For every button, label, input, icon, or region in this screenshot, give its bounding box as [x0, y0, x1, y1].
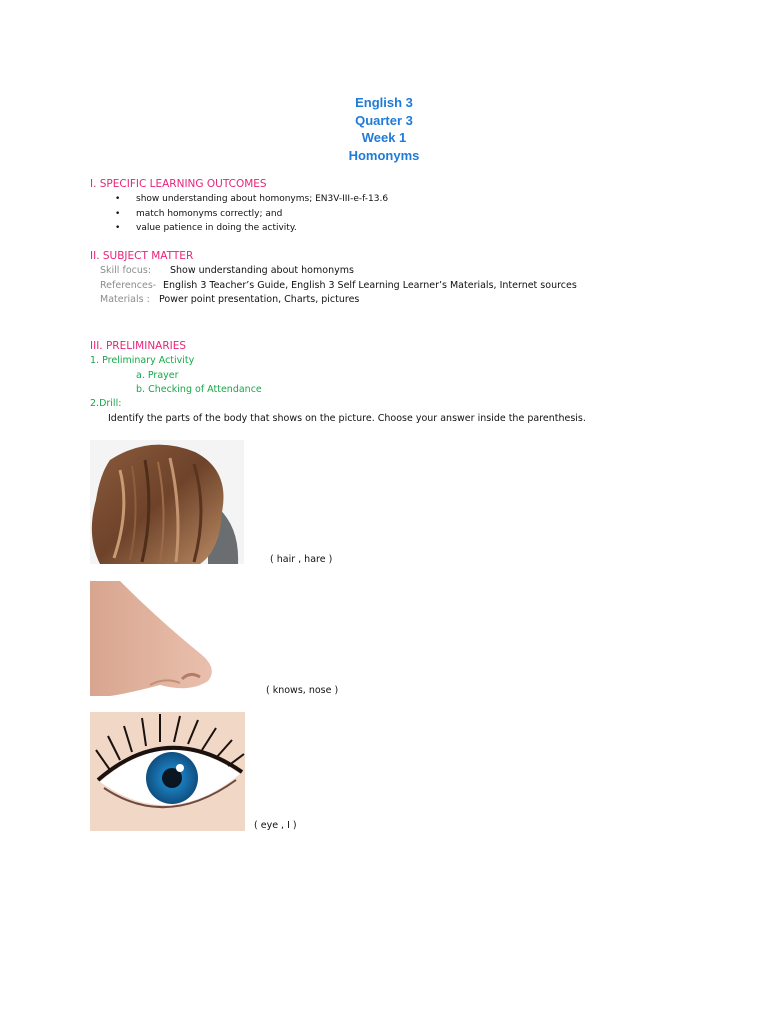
bullet-icon: •: [115, 223, 121, 233]
materials-label: Materials :: [100, 294, 150, 305]
drill-instruction: Identify the parts of the body that shows on the picture. Choose your answer inside the parenthesis.: [108, 413, 586, 424]
outcome-item: show understanding about homonyms; EN3V-III-e-f-13.6: [136, 194, 389, 204]
answer-choices-nose: ( knows, nose ): [266, 685, 339, 696]
outcome-item: value patience in doing the activity.: [136, 223, 297, 233]
bullet-icon: •: [115, 209, 121, 219]
skill-focus-label: Skill focus:: [100, 265, 152, 276]
skill-focus-value: Show understanding about homonyms: [170, 265, 354, 276]
page-title: [0, 94, 768, 164]
drill-heading: 2.Drill:: [90, 398, 122, 409]
title-quarter: Quarter 3: [355, 112, 413, 128]
section-heading-preliminaries: III. PRELIMINARIES: [90, 340, 187, 352]
bullet-icon: •: [115, 194, 121, 204]
materials-value: Power point presentation, Charts, pictures: [159, 294, 360, 305]
hair-picture: [90, 440, 244, 564]
references-label: References-: [100, 280, 157, 291]
nose-picture: [90, 581, 244, 696]
answer-choices-eye: ( eye , I ): [254, 820, 297, 831]
title-topic: Homonyms: [348, 147, 420, 163]
section-heading-outcomes: I. SPECIFIC LEARNING OUTCOMES: [90, 178, 267, 190]
title-subject: English 3: [355, 95, 413, 110]
answer-choices-hair: ( hair , hare ): [270, 554, 333, 565]
section-heading-subject-matter: II. SUBJECT MATTER: [90, 250, 194, 262]
prelim-item-prayer: a. Prayer: [136, 370, 179, 381]
title-week: Week 1: [361, 130, 407, 145]
preliminary-activity: 1. Preliminary Activity: [90, 355, 195, 366]
outcome-item: match homonyms correctly; and: [136, 209, 283, 219]
prelim-item-attendance: b. Checking of Attendance: [136, 384, 262, 395]
references-value: English 3 Teacher’s Guide, English 3 Self Learning Learner’s Materials, Internet sources: [163, 280, 577, 291]
eye-picture: [90, 712, 245, 831]
